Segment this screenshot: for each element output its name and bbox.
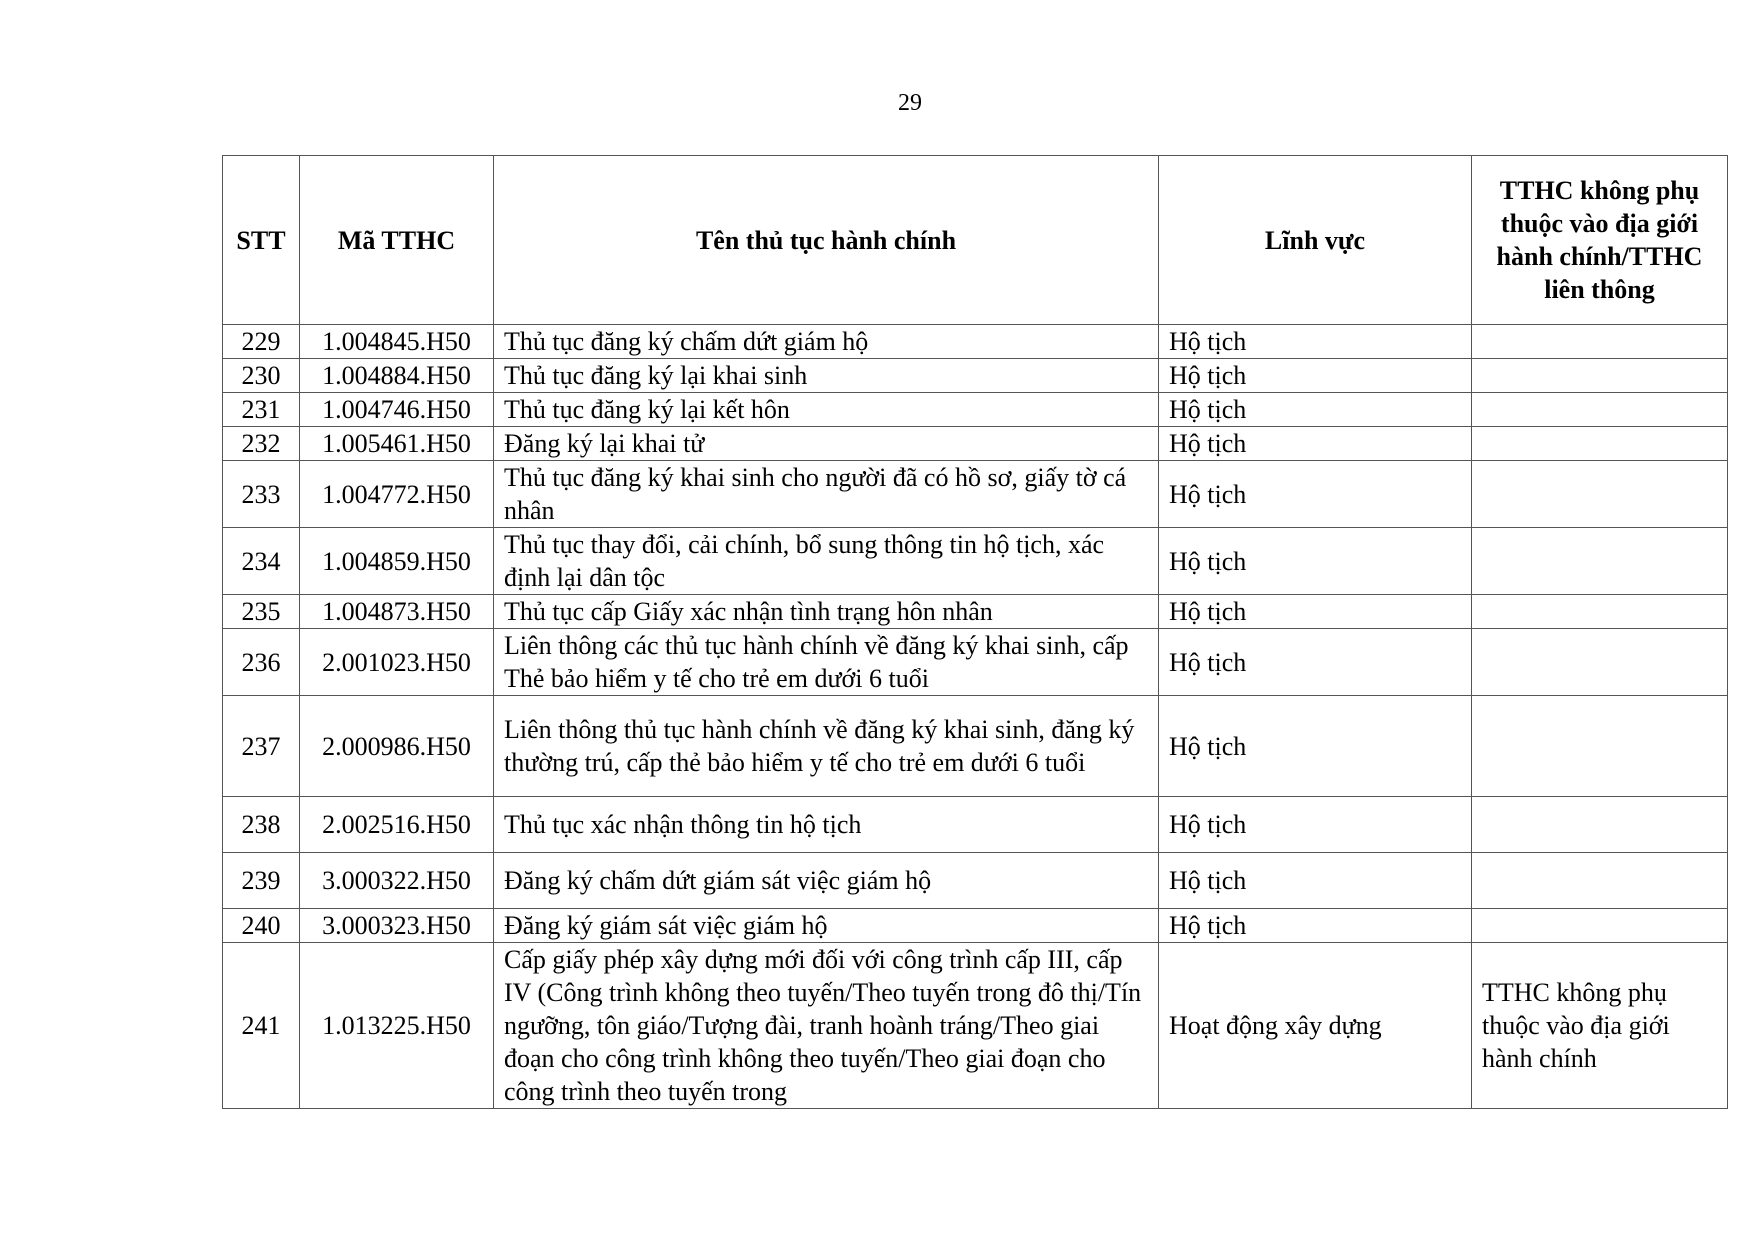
cell-code: 1.004859.H50 (300, 528, 494, 595)
cell-name: Thủ tục xác nhận thông tin hộ tịch (494, 797, 1159, 853)
cell-name: Cấp giấy phép xây dựng mới đối với công trình cấp III, cấp IV (Công trình không theo tuyến/Theo tuyến trong đô thị/Tín ngưỡng, tôn giáo/Tượng đài, tranh hoành tráng/Theo giai đoạn cho công trình không theo tuyến/Theo giai đoạn cho công trình theo tuyến trong (494, 943, 1159, 1109)
header-code: Mã TTHC (300, 156, 494, 325)
cell-name: Thủ tục đăng ký lại khai sinh (494, 359, 1159, 393)
cell-code: 1.004845.H50 (300, 325, 494, 359)
cell-code: 2.002516.H50 (300, 797, 494, 853)
cell-stt: 232 (223, 427, 300, 461)
cell-field: Hộ tịch (1159, 629, 1472, 696)
cell-code: 3.000323.H50 (300, 909, 494, 943)
table-row (223, 393, 1728, 427)
cell-stt: 234 (223, 528, 300, 595)
cell-note (1472, 797, 1728, 853)
procedures-table (222, 155, 1728, 1109)
cell-name: Liên thông các thủ tục hành chính về đăng ký khai sinh, cấp Thẻ bảo hiểm y tế cho trẻ em dưới 6 tuổi (494, 629, 1159, 696)
table-row (223, 427, 1728, 461)
table-row (223, 629, 1728, 696)
cell-stt: 231 (223, 393, 300, 427)
table-row (223, 595, 1728, 629)
cell-note (1472, 359, 1728, 393)
cell-field: Hộ tịch (1159, 325, 1472, 359)
table-row (223, 528, 1728, 595)
table-row (223, 943, 1728, 1109)
table-header-row (223, 156, 1728, 325)
header-stt: STT (223, 156, 300, 325)
cell-code: 1.004873.H50 (300, 595, 494, 629)
cell-field: Hộ tịch (1159, 853, 1472, 909)
cell-stt: 238 (223, 797, 300, 853)
cell-note (1472, 461, 1728, 528)
cell-field: Hộ tịch (1159, 461, 1472, 528)
cell-note (1472, 909, 1728, 943)
header-field: Lĩnh vực (1159, 156, 1472, 325)
cell-code: 2.001023.H50 (300, 629, 494, 696)
cell-name: Thủ tục đăng ký lại kết hôn (494, 393, 1159, 427)
page-number: 29 (898, 90, 922, 116)
cell-field: Hộ tịch (1159, 909, 1472, 943)
cell-note (1472, 853, 1728, 909)
cell-note (1472, 595, 1728, 629)
cell-stt: 240 (223, 909, 300, 943)
cell-name: Thủ tục đăng ký chấm dứt giám hộ (494, 325, 1159, 359)
table-row (223, 909, 1728, 943)
cell-note (1472, 427, 1728, 461)
cell-stt: 233 (223, 461, 300, 528)
cell-field: Hộ tịch (1159, 797, 1472, 853)
table-row (223, 797, 1728, 853)
cell-code: 1.005461.H50 (300, 427, 494, 461)
cell-code: 1.013225.H50 (300, 943, 494, 1109)
cell-stt: 239 (223, 853, 300, 909)
cell-field: Hộ tịch (1159, 427, 1472, 461)
cell-field: Hộ tịch (1159, 696, 1472, 797)
cell-field: Hộ tịch (1159, 393, 1472, 427)
cell-name: Thủ tục đăng ký khai sinh cho người đã có hồ sơ, giấy tờ cá nhân (494, 461, 1159, 528)
cell-code: 3.000322.H50 (300, 853, 494, 909)
cell-stt: 236 (223, 629, 300, 696)
table-row (223, 853, 1728, 909)
cell-code: 1.004772.H50 (300, 461, 494, 528)
table-row (223, 325, 1728, 359)
cell-field: Hộ tịch (1159, 595, 1472, 629)
cell-name: Thủ tục thay đổi, cải chính, bổ sung thông tin hộ tịch, xác định lại dân tộc (494, 528, 1159, 595)
cell-code: 1.004746.H50 (300, 393, 494, 427)
header-note: TTHC không phụ thuộc vào địa giới hành chính/TTHC liên thông (1472, 156, 1728, 325)
cell-name: Liên thông thủ tục hành chính về đăng ký khai sinh, đăng ký thường trú, cấp thẻ bảo hiểm y tế cho trẻ em dưới 6 tuổi (494, 696, 1159, 797)
cell-name: Đăng ký chấm dứt giám sát việc giám hộ (494, 853, 1159, 909)
cell-name: Đăng ký lại khai tử (494, 427, 1159, 461)
table-row (223, 359, 1728, 393)
cell-code: 1.004884.H50 (300, 359, 494, 393)
cell-stt: 229 (223, 325, 300, 359)
table-row (223, 461, 1728, 528)
cell-note (1472, 325, 1728, 359)
cell-field: Hộ tịch (1159, 359, 1472, 393)
cell-note (1472, 629, 1728, 696)
header-name: Tên thủ tục hành chính (494, 156, 1159, 325)
cell-name: Thủ tục cấp Giấy xác nhận tình trạng hôn nhân (494, 595, 1159, 629)
cell-note (1472, 393, 1728, 427)
cell-stt: 235 (223, 595, 300, 629)
cell-note: TTHC không phụ thuộc vào địa giới hành chính (1472, 943, 1728, 1109)
cell-stt: 241 (223, 943, 300, 1109)
cell-code: 2.000986.H50 (300, 696, 494, 797)
table-row (223, 696, 1728, 797)
cell-stt: 237 (223, 696, 300, 797)
cell-field: Hộ tịch (1159, 528, 1472, 595)
cell-name: Đăng ký giám sát việc giám hộ (494, 909, 1159, 943)
cell-stt: 230 (223, 359, 300, 393)
cell-note (1472, 528, 1728, 595)
cell-note (1472, 696, 1728, 797)
cell-field: Hoạt động xây dựng (1159, 943, 1472, 1109)
